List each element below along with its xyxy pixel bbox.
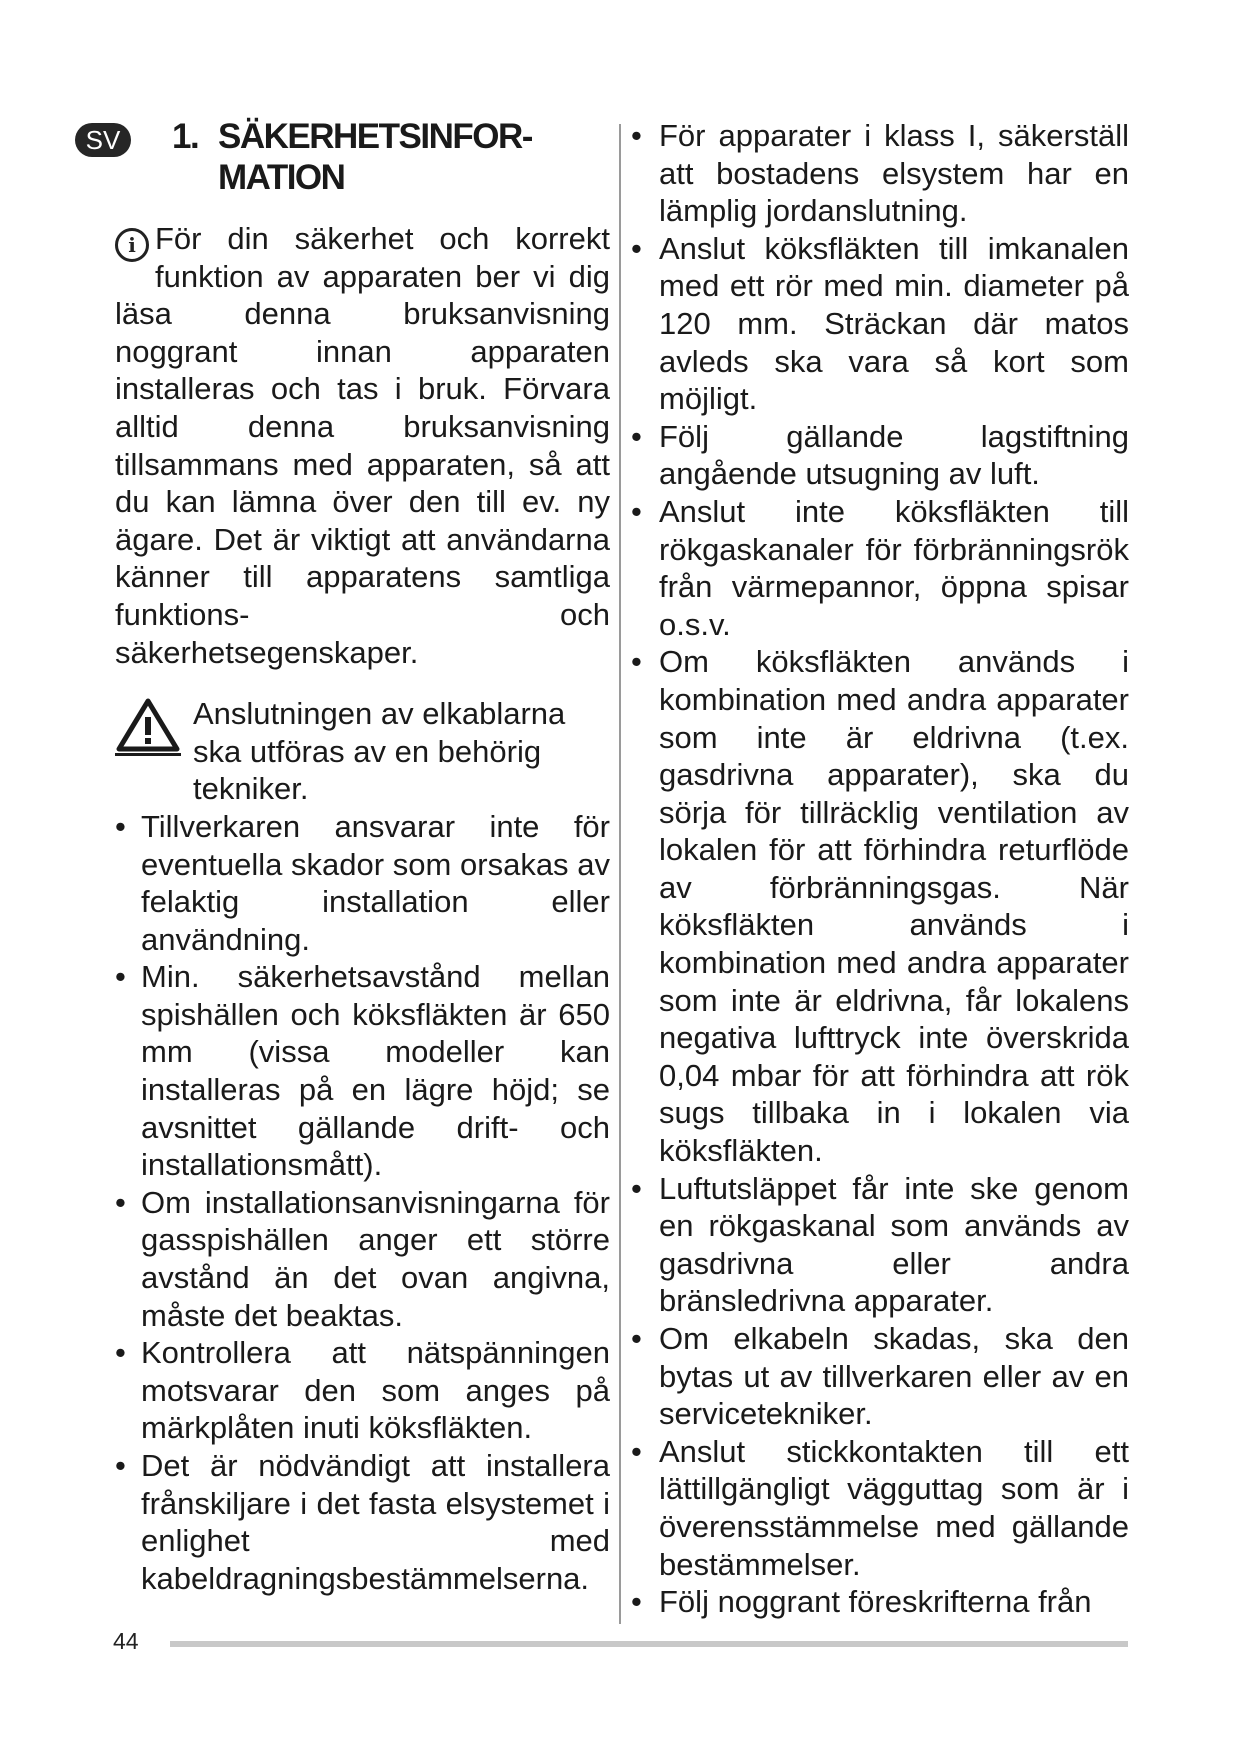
intro-paragraph: För din säkerhet och korrekt funktion av apparaten ber vi dig läsa denna bruksanvisning noggrant innan apparaten installeras och tas i bruk. Förvara alltid denna bruksanvisning tillsammans med apparaten, så att du kan lämna över den till ev. ny ägare. Det är viktigt att användarna känner till apparatens samtliga funktions- och säkerhetsegenskaper. (115, 221, 610, 670)
left-column (115, 220, 610, 1597)
list-item: • Följ noggrant föreskrifterna från (631, 1583, 1129, 1621)
section-title-line1: SÄKERHETSINFOR- (218, 117, 532, 156)
list-item: • Anslut stickkontakten till ett lättillgängligt vägguttag som är i överensstämmelse med gällande bestämmelser. (631, 1433, 1129, 1583)
list-item: • Om installationsanvisningarna för gasspishällen anger ett större avstånd än det ovan angivna, måste det beaktas. (115, 1184, 610, 1334)
page-number: 44 (113, 1628, 139, 1654)
list-item: • Min. säkerhetsavstånd mellan spishällen och köksfläkten är 650 mm (vissa modeller kan installeras på en lägre höjd; se avsnittet gällande drift- och installationsmått). (115, 958, 610, 1184)
section-number: 1. (172, 117, 199, 156)
warning-triangle-icon (115, 697, 181, 757)
warning-text: Anslutningen av elkablarna ska utföras av en behörig tekniker. (193, 696, 566, 807)
section-title-line2: MATION (218, 158, 345, 197)
list-item: • Om elkabeln skadas, ska den bytas ut av tillverkaren eller av en servicetekniker. (631, 1320, 1129, 1433)
info-circle-icon: i (115, 228, 149, 262)
list-item: • Anslut köksfläkten till imkanalen med ett rör med min. diameter på 120 mm. Sträckan där matos avleds ska vara så kort som möjligt. (631, 230, 1129, 418)
section-title (172, 116, 612, 198)
list-item: • Det är nödvändigt att installera frånskiljare i det fasta elsystemet i enlighet med kabeldragningsbestämmelserna. (115, 1447, 610, 1597)
list-item: • Om köksfläkten används i kombination med andra apparater som inte är eldrivna (t.ex. gasdrivna apparater), ska du sörja för tillräcklig ventilation av lokalen för att förhindra returflöde av förbränningsgas. När köksfläkten används i kombination med andra apparater som inte är eldrivna, får lokalens negativa lufttryck inte överskrida 0,04 mbar för att förhindra att rök sugs tillbaka in i lokalen via köksfläkten. (631, 643, 1129, 1169)
list-item: • Luftutsläppet får inte ske genom en rökgaskanal som används av gasdrivna eller andra bränsledrivna apparater. (631, 1170, 1129, 1320)
right-column (631, 117, 1129, 1621)
list-item: • Kontrollera att nätspänningen motsvarar den som anges på märkplåten inuti köksfläkten. (115, 1334, 610, 1447)
right-bullet-list (631, 117, 1129, 1621)
language-badge: SV (75, 123, 131, 157)
column-divider (619, 124, 621, 1624)
list-item: • För apparater i klass I, säkerställ att bostadens elsystem har en lämplig jordanslutning. (631, 117, 1129, 230)
warning-note (115, 695, 610, 808)
footer-rule (170, 1641, 1128, 1647)
list-item: • Anslut inte köksfläkten till rökgaskanaler för förbränningsrök från värmepannor, öppna spisar o.s.v. (631, 493, 1129, 643)
list-item: • Tillverkaren ansvarar inte för eventuella skador som orsakas av felaktig installation eller användning. (115, 808, 610, 958)
left-bullet-list (115, 808, 610, 1597)
list-item: • Följ gällande lagstiftning angående utsugning av luft. (631, 418, 1129, 493)
